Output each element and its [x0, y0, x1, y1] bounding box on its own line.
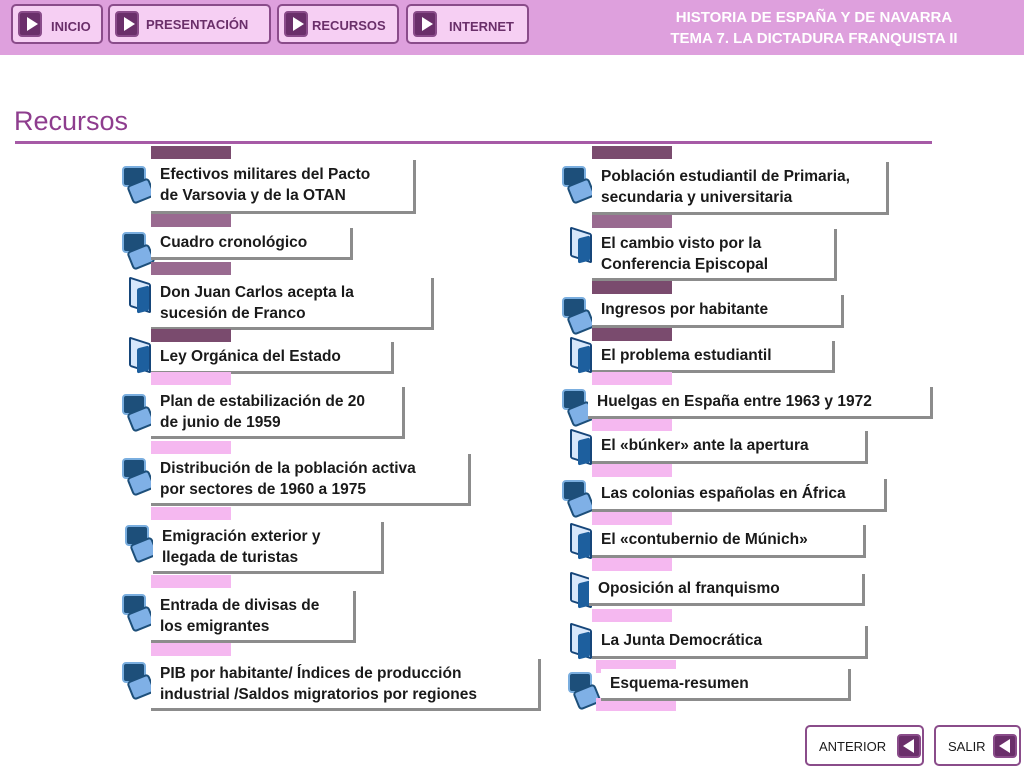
nav-recursos-button[interactable] [277, 4, 399, 44]
resource-link-poblacion-estudiantil[interactable] [592, 162, 889, 215]
decorative-bar [151, 507, 231, 520]
nav-presentacion-button[interactable] [108, 4, 271, 44]
arrow-left-icon [993, 734, 1017, 758]
resource-label: Efectivos militares del Pacto [160, 166, 371, 183]
resource-label: Ley Orgánica del Estado [160, 348, 341, 365]
screen-icon [565, 670, 598, 710]
decorative-bar [592, 281, 672, 294]
resource-label: Emigración exterior y [162, 528, 321, 545]
nav-internet-button[interactable] [406, 4, 529, 44]
resource-link-contubernio-munich[interactable] [592, 525, 866, 558]
resource-link-distribucion-poblacion[interactable] [151, 454, 471, 506]
page-title: Recursos [14, 106, 129, 136]
resource-label: Entrada de divisas de [160, 597, 320, 614]
course-title [634, 7, 994, 49]
decorative-bar [151, 146, 231, 159]
resource-label: Don Juan Carlos acepta la [160, 284, 354, 301]
resource-link-emigracion-exterior[interactable] [153, 522, 384, 574]
resource-label: Las colonias españolas en África [601, 485, 846, 502]
resource-label: industrial /Saldos migratorios por regiones [160, 686, 477, 703]
screen-icon [119, 164, 152, 204]
screen-icon [122, 523, 155, 563]
decorative-bar [592, 558, 672, 571]
screen-icon [119, 392, 152, 432]
decorative-bar [592, 328, 672, 341]
salir-label: SALIR [948, 739, 986, 754]
decorative-bar [151, 214, 231, 227]
nav-internet-label: INTERNET [449, 19, 514, 34]
salir-button[interactable] [934, 725, 1021, 766]
resource-label: de Varsovia y de la OTAN [160, 187, 346, 204]
anterior-button[interactable] [805, 725, 924, 766]
nav-inicio-button[interactable] [11, 4, 103, 44]
resource-label: Población estudiantil de Primaria, [601, 168, 850, 185]
resource-label: Oposición al franquismo [598, 580, 780, 597]
resource-label: por sectores de 1960 a 1975 [160, 481, 366, 498]
resource-label: El problema estudiantil [601, 347, 772, 364]
screen-icon [559, 164, 592, 204]
nav-presentacion-label: PRESENTACIÓN [146, 17, 249, 32]
decorative-bar [151, 575, 231, 588]
resource-link-entrada-divisas[interactable] [151, 591, 356, 643]
resource-link-plan-estabilizacion[interactable] [151, 387, 405, 439]
decorative-bar [151, 329, 231, 342]
resource-link-junta-democratica[interactable] [592, 626, 868, 659]
resource-label: El «búnker» ante la apertura [601, 437, 809, 454]
anterior-label: ANTERIOR [819, 739, 887, 754]
resource-link-don-juan-carlos[interactable] [151, 278, 434, 330]
screen-icon [559, 478, 592, 518]
decorative-bar [592, 512, 672, 525]
resource-label: PIB por habitante/ Índices de producción [160, 665, 462, 682]
resource-link-problema-estudiantil[interactable] [592, 341, 835, 373]
resource-label: Cuadro cronológico [160, 234, 308, 251]
nav-inicio-label: INICIO [51, 19, 91, 34]
resource-link-pib-por-habitante[interactable] [151, 659, 541, 711]
decorative-bar [151, 441, 231, 454]
resource-label: sucesión de Franco [160, 305, 306, 322]
decorative-bar [151, 372, 231, 385]
resource-label: Distribución de la población activa [160, 460, 416, 477]
resource-link-conferencia-episcopal[interactable] [592, 229, 837, 281]
resource-label: de junio de 1959 [160, 414, 281, 431]
resource-link-ingresos-habitante[interactable] [592, 295, 844, 328]
decorative-bar [592, 215, 672, 228]
resource-link-ley-organica[interactable] [151, 342, 394, 374]
screen-icon [559, 295, 592, 335]
screen-icon [119, 592, 152, 632]
decorative-bar [592, 609, 672, 622]
resource-label: El «contubernio de Múnich» [601, 531, 808, 548]
play-icon [115, 11, 139, 37]
resource-label: Plan de estabilización de 20 [160, 393, 366, 410]
resource-label: secundaria y universitaria [601, 189, 793, 206]
arrow-left-icon [897, 734, 921, 758]
resource-link-bunker[interactable] [592, 431, 868, 464]
decorative-bar [592, 464, 672, 477]
resource-label: Conferencia Episcopal [601, 256, 769, 273]
decorative-bar [592, 372, 672, 385]
resource-label: Esquema-resumen [610, 675, 749, 692]
screen-icon [119, 456, 152, 496]
play-icon [413, 11, 437, 37]
resource-link-esquema-resumen[interactable] [601, 669, 851, 701]
course-title-line1: HISTORIA DE ESPAÑA Y DE NAVARRA [675, 9, 953, 26]
resource-label: El cambio visto por la [601, 235, 762, 252]
decorative-bar [592, 146, 672, 159]
decorative-bar [151, 643, 231, 656]
course-title-line2: TEMA 7. LA DICTADURA FRANQUISTA II [670, 30, 958, 47]
top-bar [0, 0, 1024, 55]
screen-icon [119, 660, 152, 700]
screen-icon [119, 230, 152, 270]
resource-label: Huelgas en España entre 1963 y 1972 [597, 393, 872, 410]
decorative-bar [151, 262, 231, 275]
play-icon [18, 11, 42, 37]
resource-link-oposicion-franquismo[interactable] [589, 574, 865, 606]
resource-link-huelgas[interactable] [588, 387, 933, 419]
resource-link-colonias-africa[interactable] [592, 479, 887, 512]
title-divider [15, 141, 932, 144]
resource-link-cuadro-cronologico[interactable] [151, 228, 353, 260]
play-icon [284, 11, 308, 37]
resource-link-efectivos-militares[interactable] [151, 160, 416, 214]
resource-label: La Junta Democrática [601, 632, 763, 649]
nav-recursos-label: RECURSOS [312, 18, 386, 33]
resource-label: Ingresos por habitante [601, 301, 769, 318]
resource-label: los emigrantes [160, 618, 270, 635]
resource-label: llegada de turistas [162, 549, 299, 566]
